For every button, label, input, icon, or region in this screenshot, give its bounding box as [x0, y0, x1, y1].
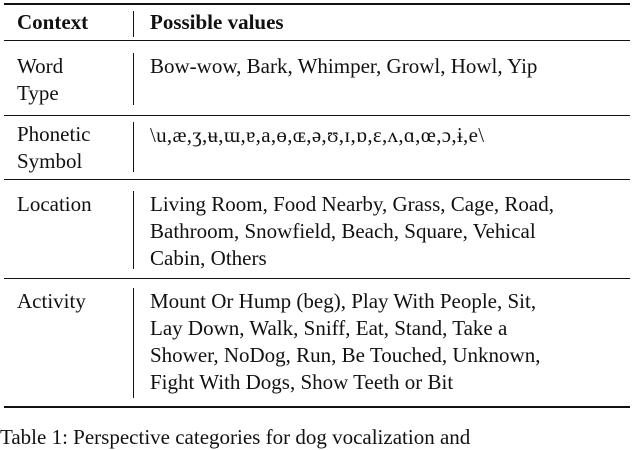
table-top-rule	[4, 3, 630, 5]
context-word-type: Type	[17, 81, 59, 105]
column-separator	[133, 288, 134, 398]
values-activity: Lay Down, Walk, Sniff, Eat, Stand, Take a	[150, 316, 508, 340]
values-word-type: Bow-wow, Bark, Whimper, Growl, Howl, Yip	[150, 54, 538, 78]
context-location: Location	[17, 192, 92, 216]
table-bottom-rule	[4, 406, 630, 408]
column-separator	[133, 53, 134, 105]
values-location: Cabin, Others	[150, 246, 267, 270]
header-possible-values: Possible values	[150, 10, 284, 34]
context-word-type: Word	[17, 54, 64, 78]
table-caption: Table 1: Perspective categories for dog vocalization and	[0, 425, 471, 449]
values-phonetic-symbol: \u,æ,ʒ,ʉ,ɯ,ɐ,a,ɵ,ɶ,ə,ʊ,ɪ,ɒ,ɛ,ʌ,ɑ,œ,ɔ,ɨ,e\	[150, 123, 485, 147]
values-activity: Mount Or Hump (beg), Play With People, Sit,	[150, 289, 537, 313]
values-activity: Shower, NoDog, Run, Be Touched, Unknown,	[150, 343, 541, 367]
context-activity: Activity	[17, 289, 86, 313]
header-context: Context	[17, 10, 89, 34]
row-rule	[4, 115, 630, 116]
values-location: Bathroom, Snowfield, Beach, Square, Vehical	[150, 219, 536, 243]
header-rule	[4, 40, 630, 41]
values-activity: Fight With Dogs, Show Teeth or Bit	[150, 370, 454, 394]
values-location: Living Room, Food Nearby, Grass, Cage, Road,	[150, 192, 555, 216]
row-rule	[4, 179, 630, 180]
column-separator	[133, 11, 134, 37]
column-separator	[133, 122, 134, 172]
context-phonetic-symbol: Symbol	[17, 149, 83, 173]
context-phonetic-symbol: Phonetic	[17, 122, 91, 146]
column-separator	[133, 191, 134, 269]
row-rule	[4, 278, 630, 279]
